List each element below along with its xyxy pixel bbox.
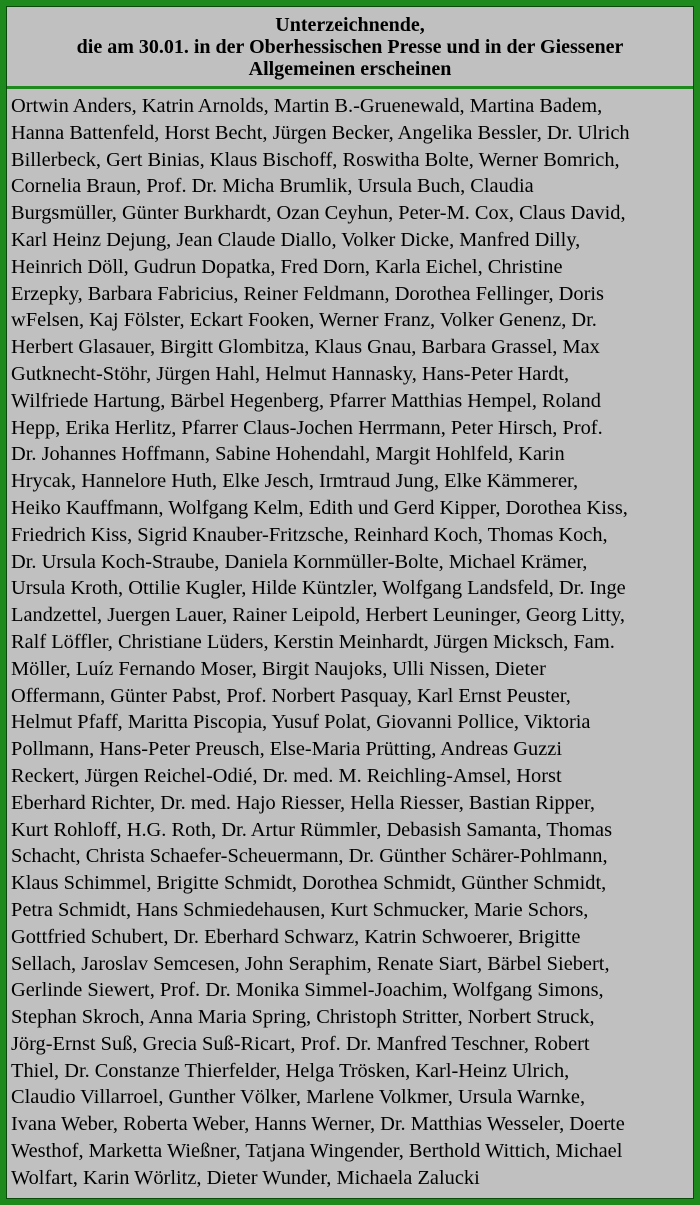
signatories-line: Möller, Luíz Fernando Moser, Birgit Naujoks, Ulli Nissen, Dieter — [11, 657, 546, 680]
signatories-line: Dr. Ursula Koch-Straube, Daniela Kornmüller-Bolte, Michael Krämer, — [11, 550, 588, 573]
signatories-line: Ivana Weber, Roberta Weber, Hanns Werner, Dr. Matthias Wesseler, Doerte — [11, 1113, 625, 1136]
signatories-line: Gottfried Schubert, Dr. Eberhard Schwarz, Katrin Schwoerer, Brigitte — [11, 925, 581, 948]
signatories-line: Sellach, Jaroslav Semcesen, John Seraphim, Renate Siart, Bärbel Siebert, — [11, 952, 610, 975]
signatories-line: Cornelia Braun, Prof. Dr. Micha Brumlik, Ursula Buch, Claudia — [11, 175, 534, 198]
signatories-line: Ursula Kroth, Ottilie Kugler, Hilde Küntzler, Wolfgang Landsfeld, Dr. Inge — [11, 577, 626, 600]
heading-line-1: Unterzeichnende, — [275, 13, 425, 36]
signatories-line: Stephan Skroch, Anna Maria Spring, Christoph Stritter, Norbert Struck, — [11, 1006, 595, 1029]
signatories-line: Westhof, Marketta Wießner, Tatjana Wingender, Berthold Wittich, Michael — [11, 1140, 623, 1163]
signatories-line: Reckert, Jürgen Reichel-Odié, Dr. med. M. Reichling-Amsel, Horst — [11, 764, 562, 787]
signatories-line: Gutknecht-Stöhr, Jürgen Hahl, Helmut Hannasky, Hans-Peter Hardt, — [11, 362, 570, 385]
signatories-line: Hepp, Erika Herlitz, Pfarrer Claus-Jochen Herrmann, Peter Hirsch, Prof. — [11, 416, 603, 439]
signatories-line: Schacht, Christa Schaefer-Scheuermann, Dr. Günther Schärer-Pohlmann, — [11, 845, 608, 868]
heading-line-2: die am 30.01. in der Oberhessischen Presse und in der Giessener — [76, 35, 624, 58]
signatories-line: Ortwin Anders, Katrin Arnolds, Martin B.-Gruenewald, Martina Badem, — [11, 95, 603, 117]
signatories-line: Herbert Glasauer, Birgitt Glombitza, Klaus Gnau, Barbara Grassel, Max — [11, 336, 600, 359]
signatories-line: Landzettel, Juergen Lauer, Rainer Leipold, Herbert Leuninger, Georg Litty, — [11, 604, 626, 627]
signatories-panel — [6, 6, 694, 1199]
signatories-line: Pollmann, Hans-Peter Preusch, Else-Maria Prütting, Andreas Guzzi — [11, 738, 562, 761]
signatories-line: Eberhard Richter, Dr. med. Hajo Riesser, Hella Riesser, Bastian Ripper, — [11, 791, 595, 814]
signatories-line: Burgsmüller, Günter Burkhardt, Ozan Ceyhun, Peter-M. Cox, Claus David, — [11, 202, 626, 225]
signatories-line: Helmut Pfaff, Maritta Piscopia, Yusuf Polat, Giovanni Pollice, Viktoria — [11, 711, 591, 734]
signatories-line: Friedrich Kiss, Sigrid Knauber-Fritzsche, Reinhard Koch, Thomas Koch, — [11, 523, 608, 546]
signatories-line: Petra Schmidt, Hans Schmiedehausen, Kurt Schmucker, Marie Schors, — [11, 898, 589, 921]
signatories-line: Hanna Battenfeld, Horst Becht, Jürgen Becker, Angelika Bessler, Dr. Ulrich — [11, 121, 630, 144]
signatories-line: Gerlinde Siewert, Prof. Dr. Monika Simmel-Joachim, Wolfgang Simons, — [11, 979, 604, 1002]
signatories-line: Heinrich Döll, Gudrun Dopatka, Fred Dorn, Karla Eichel, Christine — [11, 255, 563, 278]
signatories-line: Kurt Rohloff, H.G. Roth, Dr. Artur Rümmler, Debasish Samanta, Thomas — [11, 818, 613, 841]
signatories-line: Wolfart, Karin Wörlitz, Dieter Wunder, Michaela Zalucki — [11, 1166, 480, 1189]
signatories-line: Klaus Schimmel, Brigitte Schmidt, Dorothea Schmidt, Günther Schmidt, — [11, 872, 607, 895]
signatories-line: Erzepky, Barbara Fabricius, Reiner Feldmann, Dorothea Fellinger, Doris — [11, 282, 604, 305]
signatories-line: Offermann, Günter Pabst, Prof. Norbert Pasquay, Karl Ernst Peuster, — [11, 684, 571, 707]
signatories-line: Ralf Löffler, Christiane Lüders, Kerstin Meinhardt, Jürgen Micksch, Fam. — [11, 630, 615, 653]
signatories-list — [7, 89, 693, 1192]
heading-line-3: Allgemeinen erscheinen — [248, 57, 452, 80]
heading-lines — [77, 14, 624, 80]
signatories-line: Claudio Villarroel, Gunther Völker, Marlene Volkmer, Ursula Warnke, — [11, 1086, 586, 1109]
signatories-line: Wilfriede Hartung, Bärbel Hegenberg, Pfarrer Matthias Hempel, Roland — [11, 389, 601, 412]
signatories-line: Karl Heinz Dejung, Jean Claude Diallo, Volker Dicke, Manfred Dilly, — [11, 228, 581, 251]
signatories-line: Dr. Johannes Hoffmann, Sabine Hohendahl, Margit Hohlfeld, Karin — [11, 443, 565, 466]
signatories-line: Jörg-Ernst Suß, Grecia Suß-Ricart, Prof. Dr. Manfred Teschner, Robert — [11, 1032, 590, 1055]
signatories-line: wFelsen, Kaj Fölster, Eckart Fooken, Werner Franz, Volker Genenz, Dr. — [11, 309, 597, 332]
signatories-line: Heiko Kauffmann, Wolfgang Kelm, Edith und Gerd Kipper, Dorothea Kiss, — [11, 496, 628, 519]
panel-heading — [7, 7, 693, 89]
signatories-line: Hrycak, Hannelore Huth, Elke Jesch, Irmtraud Jung, Elke Kämmerer, — [11, 470, 579, 493]
signatories-line: Billerbeck, Gert Binias, Klaus Bischoff, Roswitha Bolte, Werner Bomrich, — [11, 148, 620, 171]
signatories-line: Thiel, Dr. Constanze Thierfelder, Helga Trösken, Karl-Heinz Ulrich, — [11, 1059, 570, 1082]
